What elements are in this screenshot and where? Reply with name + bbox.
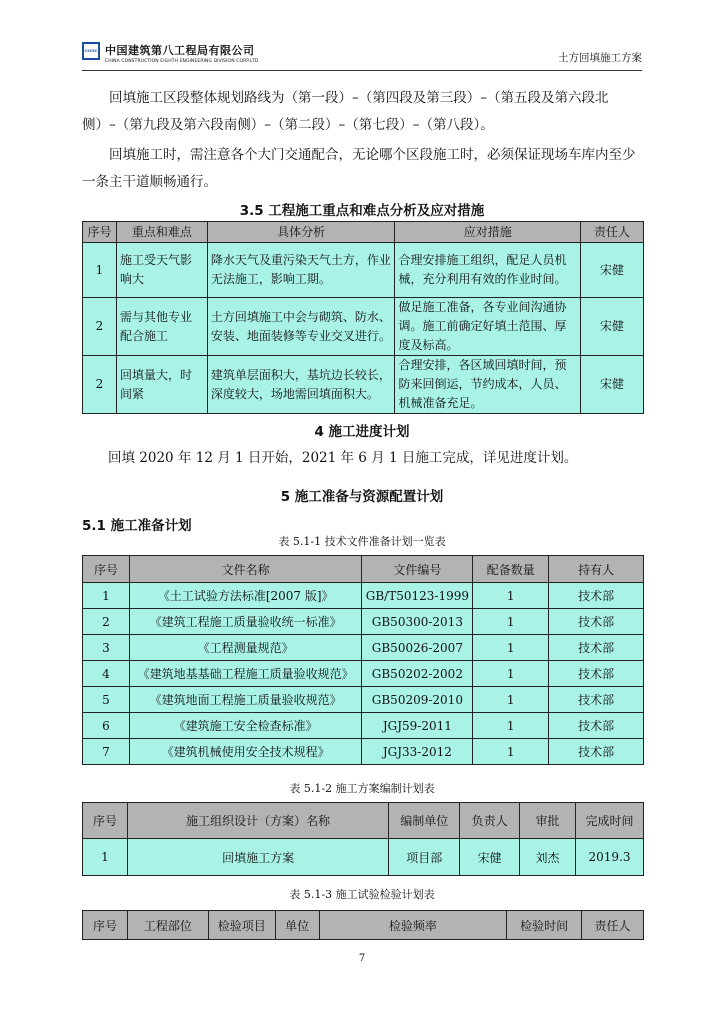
table-cell: 2019.3 [576,839,644,876]
table-cell: 2 [83,298,117,356]
header-cell: 具体分析 [207,222,395,243]
table-5-1-3-caption: 表 5.1-3 施工试验检验计划表 [289,888,435,901]
table-cell: 5 [83,687,130,713]
table-cell: 1 [83,583,130,609]
table-row [83,635,644,661]
table-cell: 2 [83,356,117,414]
table-cell: 刘杰 [520,839,576,876]
header-cell: 文件名称 [129,556,362,583]
table-cell: 建筑单层面积大，基坑边长较长，深度较大，场地需回填面积大。 [207,356,395,414]
table-row [83,583,644,609]
header-cell: 责任人 [582,911,644,940]
header-cell: 序号 [83,911,128,940]
table-cell: 《工程测量规范》 [129,635,362,661]
table-cell: 《建筑机械使用安全技术规程》 [129,739,362,765]
table-cell: 做足施工准备，各专业间沟通协调。施工前确定好填土范围、厚度及标高。 [395,298,581,356]
table-row [83,609,644,635]
paragraph-traffic: 回填施工时，需注意各个大门交通配合，无论哪个区段施工时，必须保证现场车库内至少一条主干道顺畅通行。 [82,147,636,190]
table-header-row [83,911,644,940]
table-cell: 土方回填施工中会与砌筑、防水、安装、地面装修等专业交叉进行。 [207,298,395,356]
table-header-row [83,556,644,583]
table-cell: 1 [473,609,549,635]
table-cell: 回填量大，时 间紧 [116,356,207,414]
table-row [83,687,644,713]
table-cell: 合理安排施工组织，配足人员机械，充分利用有效的作业时间。 [395,243,581,298]
company-logo [82,42,258,64]
table-cell: 技术部 [549,739,644,765]
table-cell: 《建筑地基基础工程施工质量验收规范》 [129,661,362,687]
header-cell: 审批 [520,803,576,839]
table-cell: 技术部 [549,635,644,661]
section-3-5-title: 3.5 工程施工重点和难点分析及应对措施 [239,203,485,219]
table-row [83,739,644,765]
header-cell: 检验频率 [319,911,507,940]
header-cell: 完成时间 [576,803,644,839]
table-cell: 降水天气及重污染天气土方，作业无法施工，影响工期。 [207,243,395,298]
table-cell: 宋健 [581,298,644,356]
table-cell: 技术部 [549,609,644,635]
table-5-1-1-caption: 表 5.1-1 技术文件准备计划一览表 [278,535,446,548]
test-inspection-table [82,910,644,940]
header-cell: 检验时间 [507,911,582,940]
paragraph-route: 回填施工区段整体规划路线为（第一段）–（第四段及第三段）–（第五段及第六段北侧）–（第九段及第六段南侧）–（第二段）–（第七段）–（第八段）。 [82,90,609,133]
table-cell: 《建筑地面工程施工质量验收规范》 [129,687,362,713]
header-cell: 序号 [83,803,128,839]
table-cell: 《土工试验方法标准[2007 版]》 [129,583,362,609]
table-cell: 需与其他专业配合施工 [116,298,207,356]
tech-documents-table [82,555,644,765]
company-name-cn: 中国建筑第八工程局有限公司 [105,44,255,57]
header-cell: 重点和难点 [116,222,207,243]
table-cell: 技术部 [549,583,644,609]
table-header-row [83,803,644,839]
table-row [83,243,644,298]
table-cell: 技术部 [549,713,644,739]
page-header [82,40,642,71]
table-cell: 1 [473,661,549,687]
table-cell: GB50202-2002 [362,661,473,687]
section-5-title: 5 施工准备与资源配置计划 [280,489,444,505]
table-cell: 施工受天气影响大 [116,243,207,298]
table-cell: 1 [473,583,549,609]
header-cell: 施工组织设计（方案）名称 [127,803,388,839]
section-5-1-title: 5.1 施工准备计划 [82,518,192,534]
table-cell: 《建筑施工安全检查标准》 [129,713,362,739]
company-name-en: CHINA CONSTRUCTION EIGHTH ENGINEERING DIVISION CORP.LTD [105,59,259,64]
section-4-title: 4 施工进度计划 [314,424,410,440]
table-cell: GB50209-2010 [362,687,473,713]
header-cell: 序号 [83,222,117,243]
table-cell: 6 [83,713,130,739]
table-cell: 1 [83,243,117,298]
table-cell: 3 [83,635,130,661]
table-row [83,713,644,739]
page-number: 7 [358,953,366,964]
table-cell: 宋健 [581,243,644,298]
plan-compilation-table [82,802,644,876]
header-cell: 序号 [83,556,130,583]
schedule-text: 回填 2020 年 12 月 1 日开始，2021 年 6 月 1 日施工完成，详见进度计划。 [108,450,578,466]
table-cell: 合理安排，各区域回填时间，预防来回倒运，节约成本，人员、机械准备充足。 [395,356,581,414]
table-cell: 项目部 [389,839,460,876]
header-cell: 应对措施 [395,222,581,243]
table-5-1-2-caption: 表 5.1-2 施工方案编制计划表 [289,782,435,795]
table-cell: 宋健 [581,356,644,414]
table-cell: 回填施工方案 [127,839,388,876]
table-cell: 1 [473,739,549,765]
table-cell: 7 [83,739,130,765]
header-cell: 持有人 [549,556,644,583]
header-cell: 工程部位 [127,911,208,940]
header-cell: 责任人 [581,222,644,243]
header-cell: 编制单位 [389,803,460,839]
table-row [83,356,644,414]
header-cell: 配备数量 [473,556,549,583]
header-cell: 单位 [275,911,319,940]
table-cell: 技术部 [549,661,644,687]
table-cell: GB/T50123-1999 [362,583,473,609]
cscec-logo-icon: CSCEC [82,42,100,60]
table-cell: 1 [83,839,128,876]
table-cell: GB50026-2007 [362,635,473,661]
table-cell: 技术部 [549,687,644,713]
table-cell: 1 [473,635,549,661]
table-cell: 1 [473,687,549,713]
table-cell: 1 [473,713,549,739]
table-cell: GB50300-2013 [362,609,473,635]
document-title: 土方回填施工方案 [558,52,642,64]
table-header-row [83,222,644,243]
table-cell: 宋健 [460,839,520,876]
table-cell: JGJ33-2012 [362,739,473,765]
table-cell: 《建筑工程施工质量验收统一标准》 [129,609,362,635]
header-cell: 检验项目 [208,911,275,940]
header-cell: 文件编号 [362,556,473,583]
table-cell: 4 [83,661,130,687]
header-cell: 负责人 [460,803,520,839]
table-cell: 2 [83,609,130,635]
table-row [83,839,644,876]
table-row [83,661,644,687]
key-difficulties-table [82,221,644,414]
table-row [83,298,644,356]
table-cell: JGJ59-2011 [362,713,473,739]
